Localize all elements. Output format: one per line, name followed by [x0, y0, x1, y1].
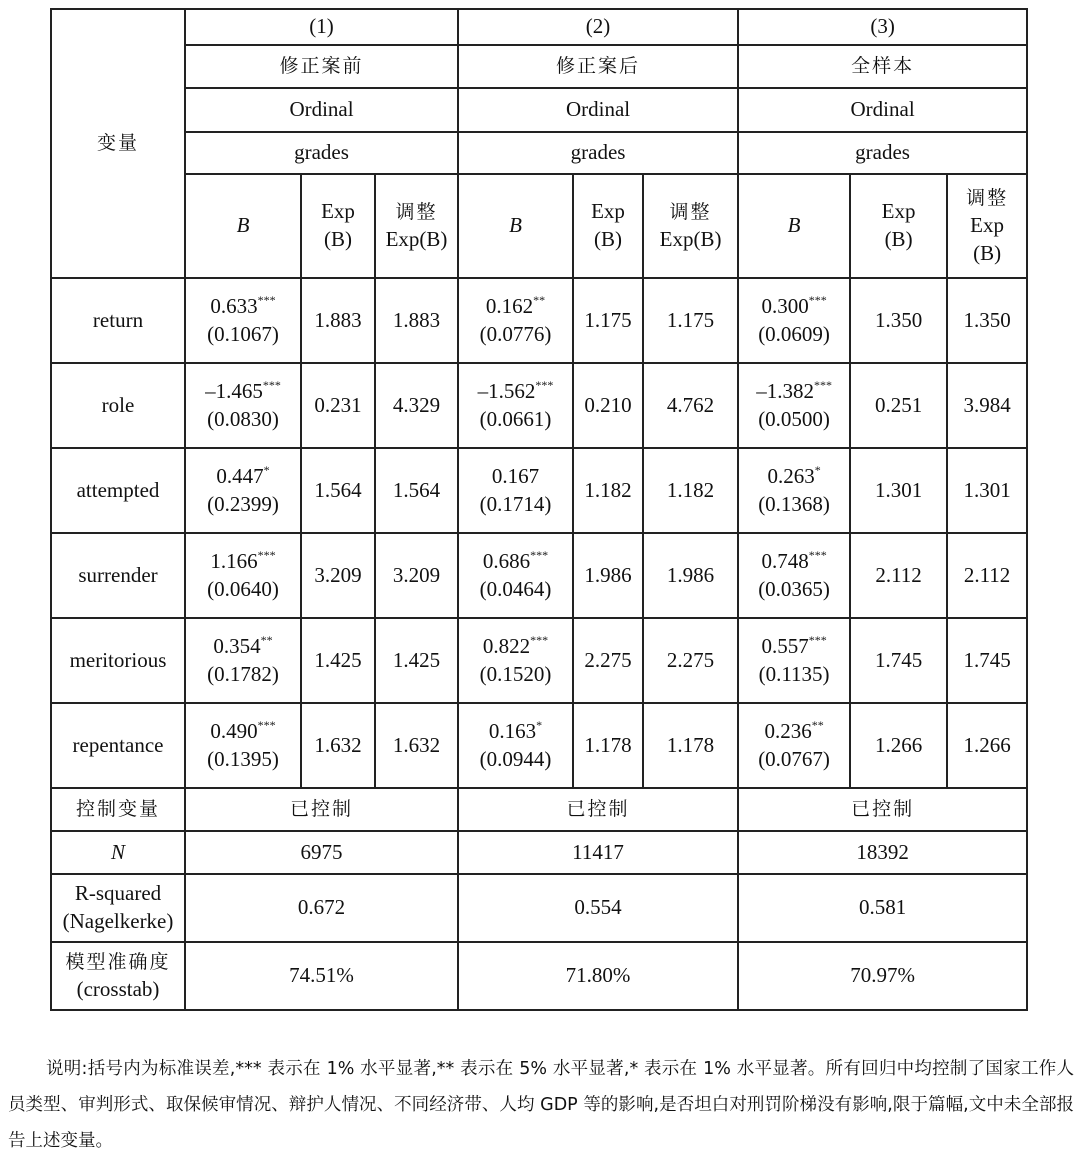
standard-error: (0.0776) [479, 321, 552, 346]
table-row [51, 618, 1027, 703]
adj-exp-header: 调整 Exp(B) [375, 174, 458, 278]
coefficient: 0.167 [491, 463, 540, 488]
coefficient-cell [738, 448, 850, 533]
adjusted-exp-b-value: 2.275 [643, 618, 738, 703]
standard-error: (0.1782) [207, 661, 279, 686]
adjusted-exp-b-value: 1.986 [643, 533, 738, 618]
standard-error: (0.0830) [207, 406, 279, 431]
adj-exp-header: 调整 Exp(B) [643, 174, 738, 278]
coefficient-cell [458, 363, 573, 448]
coefficient: 0.354 [213, 633, 261, 658]
significance-stars: *** [813, 377, 832, 392]
adjusted-exp-b-value: 1.266 [947, 703, 1027, 788]
model-number: (1) [185, 9, 458, 45]
coefficient-cell [738, 703, 850, 788]
variable-name: role [51, 363, 185, 448]
adjusted-exp-b-value: 1.425 [375, 618, 458, 703]
standard-error: (0.0500) [758, 406, 830, 431]
significance-stars: ** [811, 717, 824, 732]
adjusted-exp-b-value: 3.209 [375, 533, 458, 618]
coefficient-cell [185, 533, 301, 618]
coefficient-cell [458, 618, 573, 703]
variable-name: return [51, 278, 185, 363]
sample-label: 修正案前 [185, 45, 458, 88]
significance-stars: *** [257, 547, 276, 562]
coefficient: 0.300 [761, 293, 809, 318]
exp-b-value: 1.564 [301, 448, 375, 533]
standard-error: (0.1395) [207, 746, 279, 771]
exp-b-value: 0.231 [301, 363, 375, 448]
exp-b-value: 1.986 [573, 533, 643, 618]
adjusted-exp-b-value: 1.883 [375, 278, 458, 363]
table-row [51, 448, 1027, 533]
exp-b-value: 0.251 [850, 363, 947, 448]
n-label: N [51, 831, 185, 874]
standard-error: (0.1714) [479, 491, 552, 516]
coefficient: –1.562 [477, 378, 536, 403]
method-label: Ordinal [458, 88, 738, 132]
controls-value: 已控制 [458, 788, 738, 831]
adjusted-exp-b-value: 4.329 [375, 363, 458, 448]
coefficient-cell [738, 278, 850, 363]
coefficient-cell [458, 448, 573, 533]
accuracy-value: 71.80% [458, 942, 738, 1010]
coefficient: 0.163 [488, 718, 537, 743]
exp-b-value: 1.178 [573, 703, 643, 788]
r-squared-value: 0.672 [185, 874, 458, 942]
exp-b-value: 1.182 [573, 448, 643, 533]
r-squared-value: 0.554 [458, 874, 738, 942]
controls-value: 已控制 [185, 788, 458, 831]
r-squared-label: R-squared (Nagelkerke) [51, 874, 185, 942]
significance-stars: * [814, 462, 821, 477]
accuracy-value: 74.51% [185, 942, 458, 1010]
adjusted-exp-b-value: 1.178 [643, 703, 738, 788]
adjusted-exp-b-value: 3.984 [947, 363, 1027, 448]
standard-error: (0.1368) [758, 491, 830, 516]
r-squared-value: 0.581 [738, 874, 1027, 942]
exp-b-value: 1.350 [850, 278, 947, 363]
exp-b-value: 2.112 [850, 533, 947, 618]
exp-header: Exp (B) [850, 174, 947, 278]
coefficient: 0.748 [761, 548, 809, 573]
coefficient-cell [458, 533, 573, 618]
controls-label: 控制变量 [51, 788, 185, 831]
coefficient-cell [738, 363, 850, 448]
method-label: Ordinal [185, 88, 458, 132]
variable-name: meritorious [51, 618, 185, 703]
variable-header: 变量 [51, 9, 185, 278]
n-value: 6975 [185, 831, 458, 874]
adjusted-exp-b-value: 1.350 [947, 278, 1027, 363]
significance-stars: *** [808, 292, 827, 307]
exp-b-value: 0.210 [573, 363, 643, 448]
coefficient-cell [185, 448, 301, 533]
sample-label: 修正案后 [458, 45, 738, 88]
exp-b-value: 1.175 [573, 278, 643, 363]
regression-table [50, 8, 1028, 1011]
exp-b-value: 1.632 [301, 703, 375, 788]
significance-stars: *** [808, 632, 827, 647]
coefficient-cell [738, 618, 850, 703]
table-row [51, 278, 1027, 363]
n-value: 18392 [738, 831, 1027, 874]
coefficient: 0.162 [485, 293, 534, 318]
standard-error: (0.0609) [758, 321, 830, 346]
standard-error: (0.1067) [207, 321, 279, 346]
coefficient: 0.447 [216, 463, 264, 488]
coefficient-cell [185, 618, 301, 703]
significance-stars: *** [535, 377, 554, 392]
coefficient-cell [185, 278, 301, 363]
table-note: 说明:括号内为标准误差,*** 表示在 1% 水平显著,** 表示在 5% 水平显著,* 表示在 1% 水平显著。所有回归中均控制了国家工作人员类型、审判形式、取保候审情况、辩护人情况、不同经济带、人均 GDP 等的影响,是否坦白对刑罚阶梯没有影响,限于篇幅,文中未全部报告上述变量。 [8, 1058, 1074, 1151]
adjusted-exp-b-value: 4.762 [643, 363, 738, 448]
standard-error: (0.1135) [758, 661, 830, 686]
exp-b-value: 2.275 [573, 618, 643, 703]
variable-name: attempted [51, 448, 185, 533]
variable-name: surrender [51, 533, 185, 618]
standard-error: (0.0365) [758, 576, 830, 601]
coefficient-cell [458, 703, 573, 788]
standard-error: (0.0944) [479, 746, 552, 771]
adjusted-exp-b-value: 1.182 [643, 448, 738, 533]
significance-stars: * [536, 717, 543, 732]
significance-stars: *** [808, 547, 827, 562]
coefficient: –1.465 [205, 378, 263, 403]
coefficient-cell [185, 703, 301, 788]
coefficient-cell [458, 278, 573, 363]
significance-stars: *** [257, 292, 276, 307]
coefficient-cell [738, 533, 850, 618]
standard-error: (0.0661) [479, 406, 552, 431]
exp-header: Exp (B) [301, 174, 375, 278]
standard-error: (0.0464) [479, 576, 552, 601]
coef-header: B [738, 174, 850, 278]
model-number: (3) [738, 9, 1027, 45]
dependent-variable: grades [185, 132, 458, 174]
controls-value: 已控制 [738, 788, 1027, 831]
adjusted-exp-b-value: 1.632 [375, 703, 458, 788]
significance-stars: ** [533, 292, 546, 307]
coefficient: 0.557 [761, 633, 809, 658]
variable-name: repentance [51, 703, 185, 788]
dependent-variable: grades [738, 132, 1027, 174]
exp-b-value: 1.425 [301, 618, 375, 703]
accuracy-value: 70.97% [738, 942, 1027, 1010]
coefficient: 0.236 [764, 718, 812, 743]
adjusted-exp-b-value: 2.112 [947, 533, 1027, 618]
coef-header: B [458, 174, 573, 278]
method-label: Ordinal [738, 88, 1027, 132]
coefficient: 0.263 [767, 463, 815, 488]
coefficient: 1.166 [210, 548, 258, 573]
exp-b-value: 1.883 [301, 278, 375, 363]
exp-b-value: 1.745 [850, 618, 947, 703]
standard-error: (0.0640) [207, 576, 279, 601]
table-row [51, 363, 1027, 448]
significance-stars: * [263, 462, 270, 477]
coefficient: 0.686 [482, 548, 531, 573]
exp-b-value: 1.266 [850, 703, 947, 788]
sample-label: 全样本 [738, 45, 1027, 88]
coefficient: 0.633 [210, 293, 258, 318]
adj-exp-header: 调整 Exp (B) [947, 174, 1027, 278]
dependent-variable: grades [458, 132, 738, 174]
coefficient: 0.490 [210, 718, 258, 743]
accuracy-label: 模型准确度 (crosstab) [51, 942, 185, 1010]
adjusted-exp-b-value: 1.564 [375, 448, 458, 533]
standard-error: (0.2399) [207, 491, 279, 516]
significance-stars: *** [530, 632, 549, 647]
adjusted-exp-b-value: 1.745 [947, 618, 1027, 703]
adjusted-exp-b-value: 1.301 [947, 448, 1027, 533]
adjusted-exp-b-value: 1.175 [643, 278, 738, 363]
table-row [51, 533, 1027, 618]
significance-stars: *** [530, 547, 549, 562]
model-number: (2) [458, 9, 738, 45]
exp-header: Exp (B) [573, 174, 643, 278]
exp-b-value: 1.301 [850, 448, 947, 533]
n-value: 11417 [458, 831, 738, 874]
coefficient-cell [185, 363, 301, 448]
coefficient: 0.822 [482, 633, 531, 658]
coef-header: B [185, 174, 301, 278]
significance-stars: *** [262, 377, 281, 392]
coefficient: –1.382 [756, 378, 814, 403]
significance-stars: ** [260, 632, 273, 647]
standard-error: (0.1520) [479, 661, 552, 686]
table-row [51, 703, 1027, 788]
standard-error: (0.0767) [758, 746, 830, 771]
significance-stars: *** [257, 717, 276, 732]
exp-b-value: 3.209 [301, 533, 375, 618]
